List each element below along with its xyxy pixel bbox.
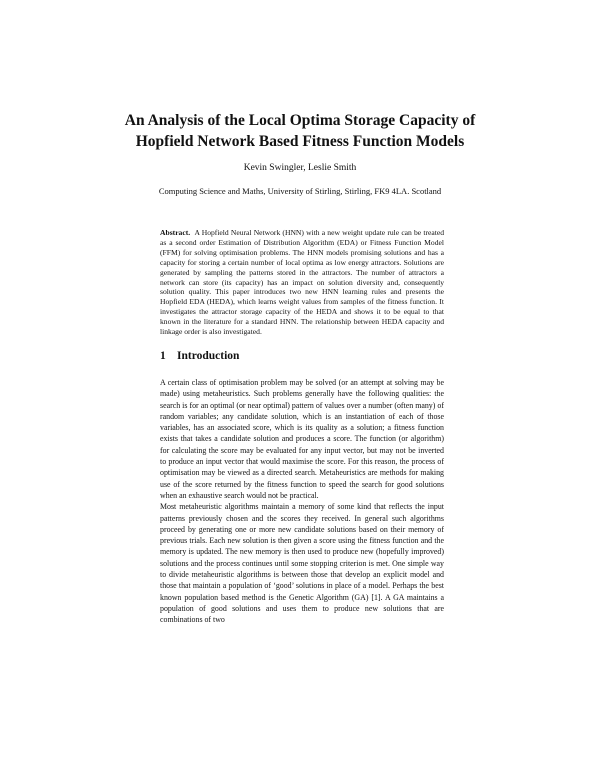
abstract — [160, 228, 444, 337]
section-title: Introduction — [177, 350, 240, 362]
section-number: 1 — [160, 350, 166, 362]
paper-title: An Analysis of the Local Optima Storage Capacity of Hopfield Network Based Fitness Function Models — [124, 112, 476, 150]
abstract-label: Abstract. — [160, 228, 191, 237]
body-paragraph: A certain class of optimisation problem may be solved (or an attempt at solving may be made) using metaheuristics. Such problems generally have the following qualities: the search is for an optimal (or near optimal) pattern of values over a number (often many) of random variables; any candidate solution, which is an instantiation of each of those variables, has an associated score, which is its quality as a solution; a fitness function exists that takes a candidate solution and produces a score. The function (or algorithm) for calculating the score may be evaluated for any input vector, but may not be inverted to produce an input vector that would maximise the score. For this reason, the process of optimisation may be viewed as a directed search. Metaheuristics are methods for making use of the score returned by the fitness function to speed the search for good solutions when an exhaustive search would not be practical. — [160, 378, 444, 500]
body-paragraph: Most metaheuristic algorithms maintain a memory of some kind that reflects the input patterns previously chosen and the scores they received. In general such algorithms proceed by generating one or more new candidate solutions based on their memory of previous trials. Each new solution is then given a score using the fitness function and the memory is updated. The new memory is then used to produce new (hopefully improved) solutions and the process continues until some stopping criterion is met. One simple way to divide metaheuristic algorithms is between those that develop an explicit model and those that maintain a population of ‘good’ solutions in place of a model. Perhaps the best known population based method is the Genetic Algorithm (GA) [1]. A GA maintains a population of good solutions and uses them to produce new solutions that are combinations of two — [160, 502, 444, 625]
paper-affiliation: Computing Science and Maths, University of Stirling, Stirling, FK9 4LA. Scotland — [158, 186, 442, 196]
abstract-text: A Hopfield Neural Network (HNN) with a new weight update rule can be treated as a second order Estimation of Distribution Algorithm (EDA) or Fitness Function Model (FFM) for solving optimisation problems. The HNN models promising solutions and has a capacity for storing a certain number of local optima as low energy attractors. Solutions are generated by sampling the patterns stored in the attractors. The number of attractors a network can store (its capacity) has an impact on solution diversity and, consequently solution quality. This paper introduces two new HNN learning rules and presents the Hopfield EDA (HEDA), which learns weight values from samples of the fitness function. It investigates the attractor storage capacity of the HEDA and shows it to be equal to that known in the literature for a standard HNN. The relationship between HEDA capacity and linkage order is also investigated. — [160, 228, 445, 337]
section-heading — [160, 350, 239, 362]
section-body — [160, 377, 444, 626]
paper-authors: Kevin Swingler, Leslie Smith — [243, 163, 357, 173]
